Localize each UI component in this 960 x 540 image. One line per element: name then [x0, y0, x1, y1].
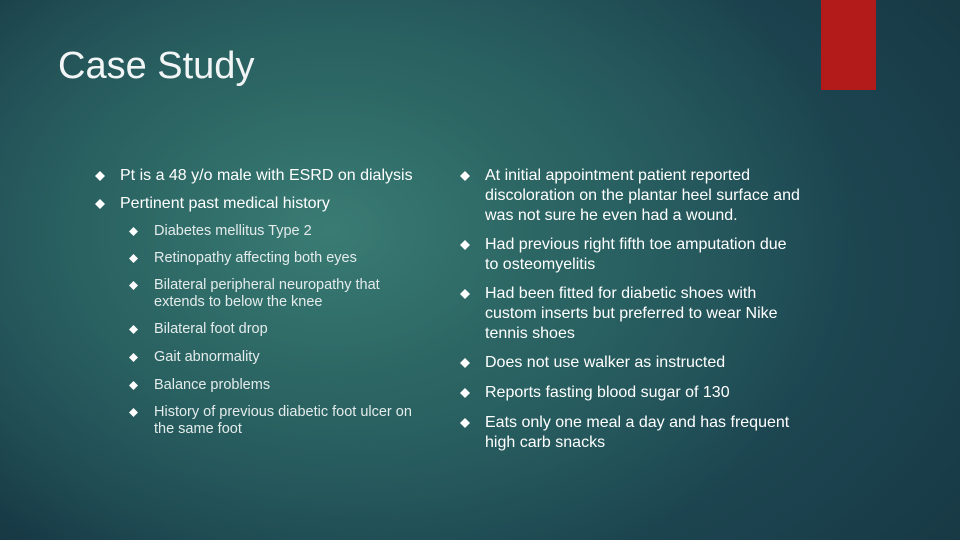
sub-list-item-text: Diabetes mellitus Type 2 [154, 223, 312, 239]
list-item [460, 413, 800, 453]
diamond-bullet-icon [129, 325, 138, 334]
list-item [460, 284, 800, 344]
list-item [460, 353, 800, 373]
sub-list-item-text: Retinopathy affecting both eyes [154, 250, 357, 266]
sub-list-item [129, 277, 425, 311]
diamond-bullet-icon [95, 171, 105, 181]
diamond-bullet-icon [460, 418, 470, 428]
diamond-bullet-icon [129, 408, 138, 417]
list-item [460, 235, 800, 275]
diamond-bullet-icon [129, 227, 138, 236]
list-item-text: Reports fasting blood sugar of 130 [485, 384, 730, 401]
diamond-bullet-icon [460, 240, 470, 250]
diamond-bullet-icon [129, 381, 138, 390]
list-item-text: Eats only one meal a day and has frequent high carb snacks [485, 414, 790, 451]
list-item-text: Does not use walker as instructed [485, 354, 726, 371]
list-item-text: Had previous right fifth toe amputation due to osteomyelitis [485, 236, 787, 273]
diamond-bullet-icon [460, 171, 470, 181]
list-item [460, 383, 800, 403]
accent-bar [821, 0, 876, 90]
list-item-text: Pertinent past medical history [120, 195, 330, 212]
sub-list-item-text: Bilateral peripheral neuropathy that extends to below the knee [154, 277, 380, 310]
list-item [95, 194, 425, 214]
sub-list-item-text: Balance problems [154, 377, 271, 393]
list-item-text: Had been fitted for diabetic shoes with custom inserts but preferred to wear Nike tennis shoes [485, 285, 778, 342]
diamond-bullet-icon [129, 254, 138, 263]
sub-list-item [129, 321, 425, 338]
sub-list-item [129, 223, 425, 240]
list-item [95, 166, 425, 186]
sub-list-item-text: Gait abnormality [154, 349, 260, 365]
left-column [95, 166, 425, 438]
list-item-text: Pt is a 48 y/o male with ESRD on dialysis [120, 167, 413, 184]
list-item-text: At initial appointment patient reported discoloration on the plantar heel surface and was not sure he even had a wound. [485, 167, 800, 224]
sub-list-item [129, 377, 425, 394]
diamond-bullet-icon [95, 199, 105, 209]
sub-list-item-text: Bilateral foot drop [154, 321, 268, 337]
sub-list-item-text: History of previous diabetic foot ulcer on the same foot [154, 404, 412, 437]
sub-list-item [129, 349, 425, 366]
diamond-bullet-icon [129, 281, 138, 290]
slide-title: Case Study [58, 45, 255, 87]
sub-list-item [129, 250, 425, 267]
sub-list-item [129, 404, 425, 438]
right-column [460, 166, 800, 453]
list-item [460, 166, 800, 226]
diamond-bullet-icon [460, 289, 470, 299]
diamond-bullet-icon [129, 353, 138, 362]
diamond-bullet-icon [460, 388, 470, 398]
diamond-bullet-icon [460, 358, 470, 368]
